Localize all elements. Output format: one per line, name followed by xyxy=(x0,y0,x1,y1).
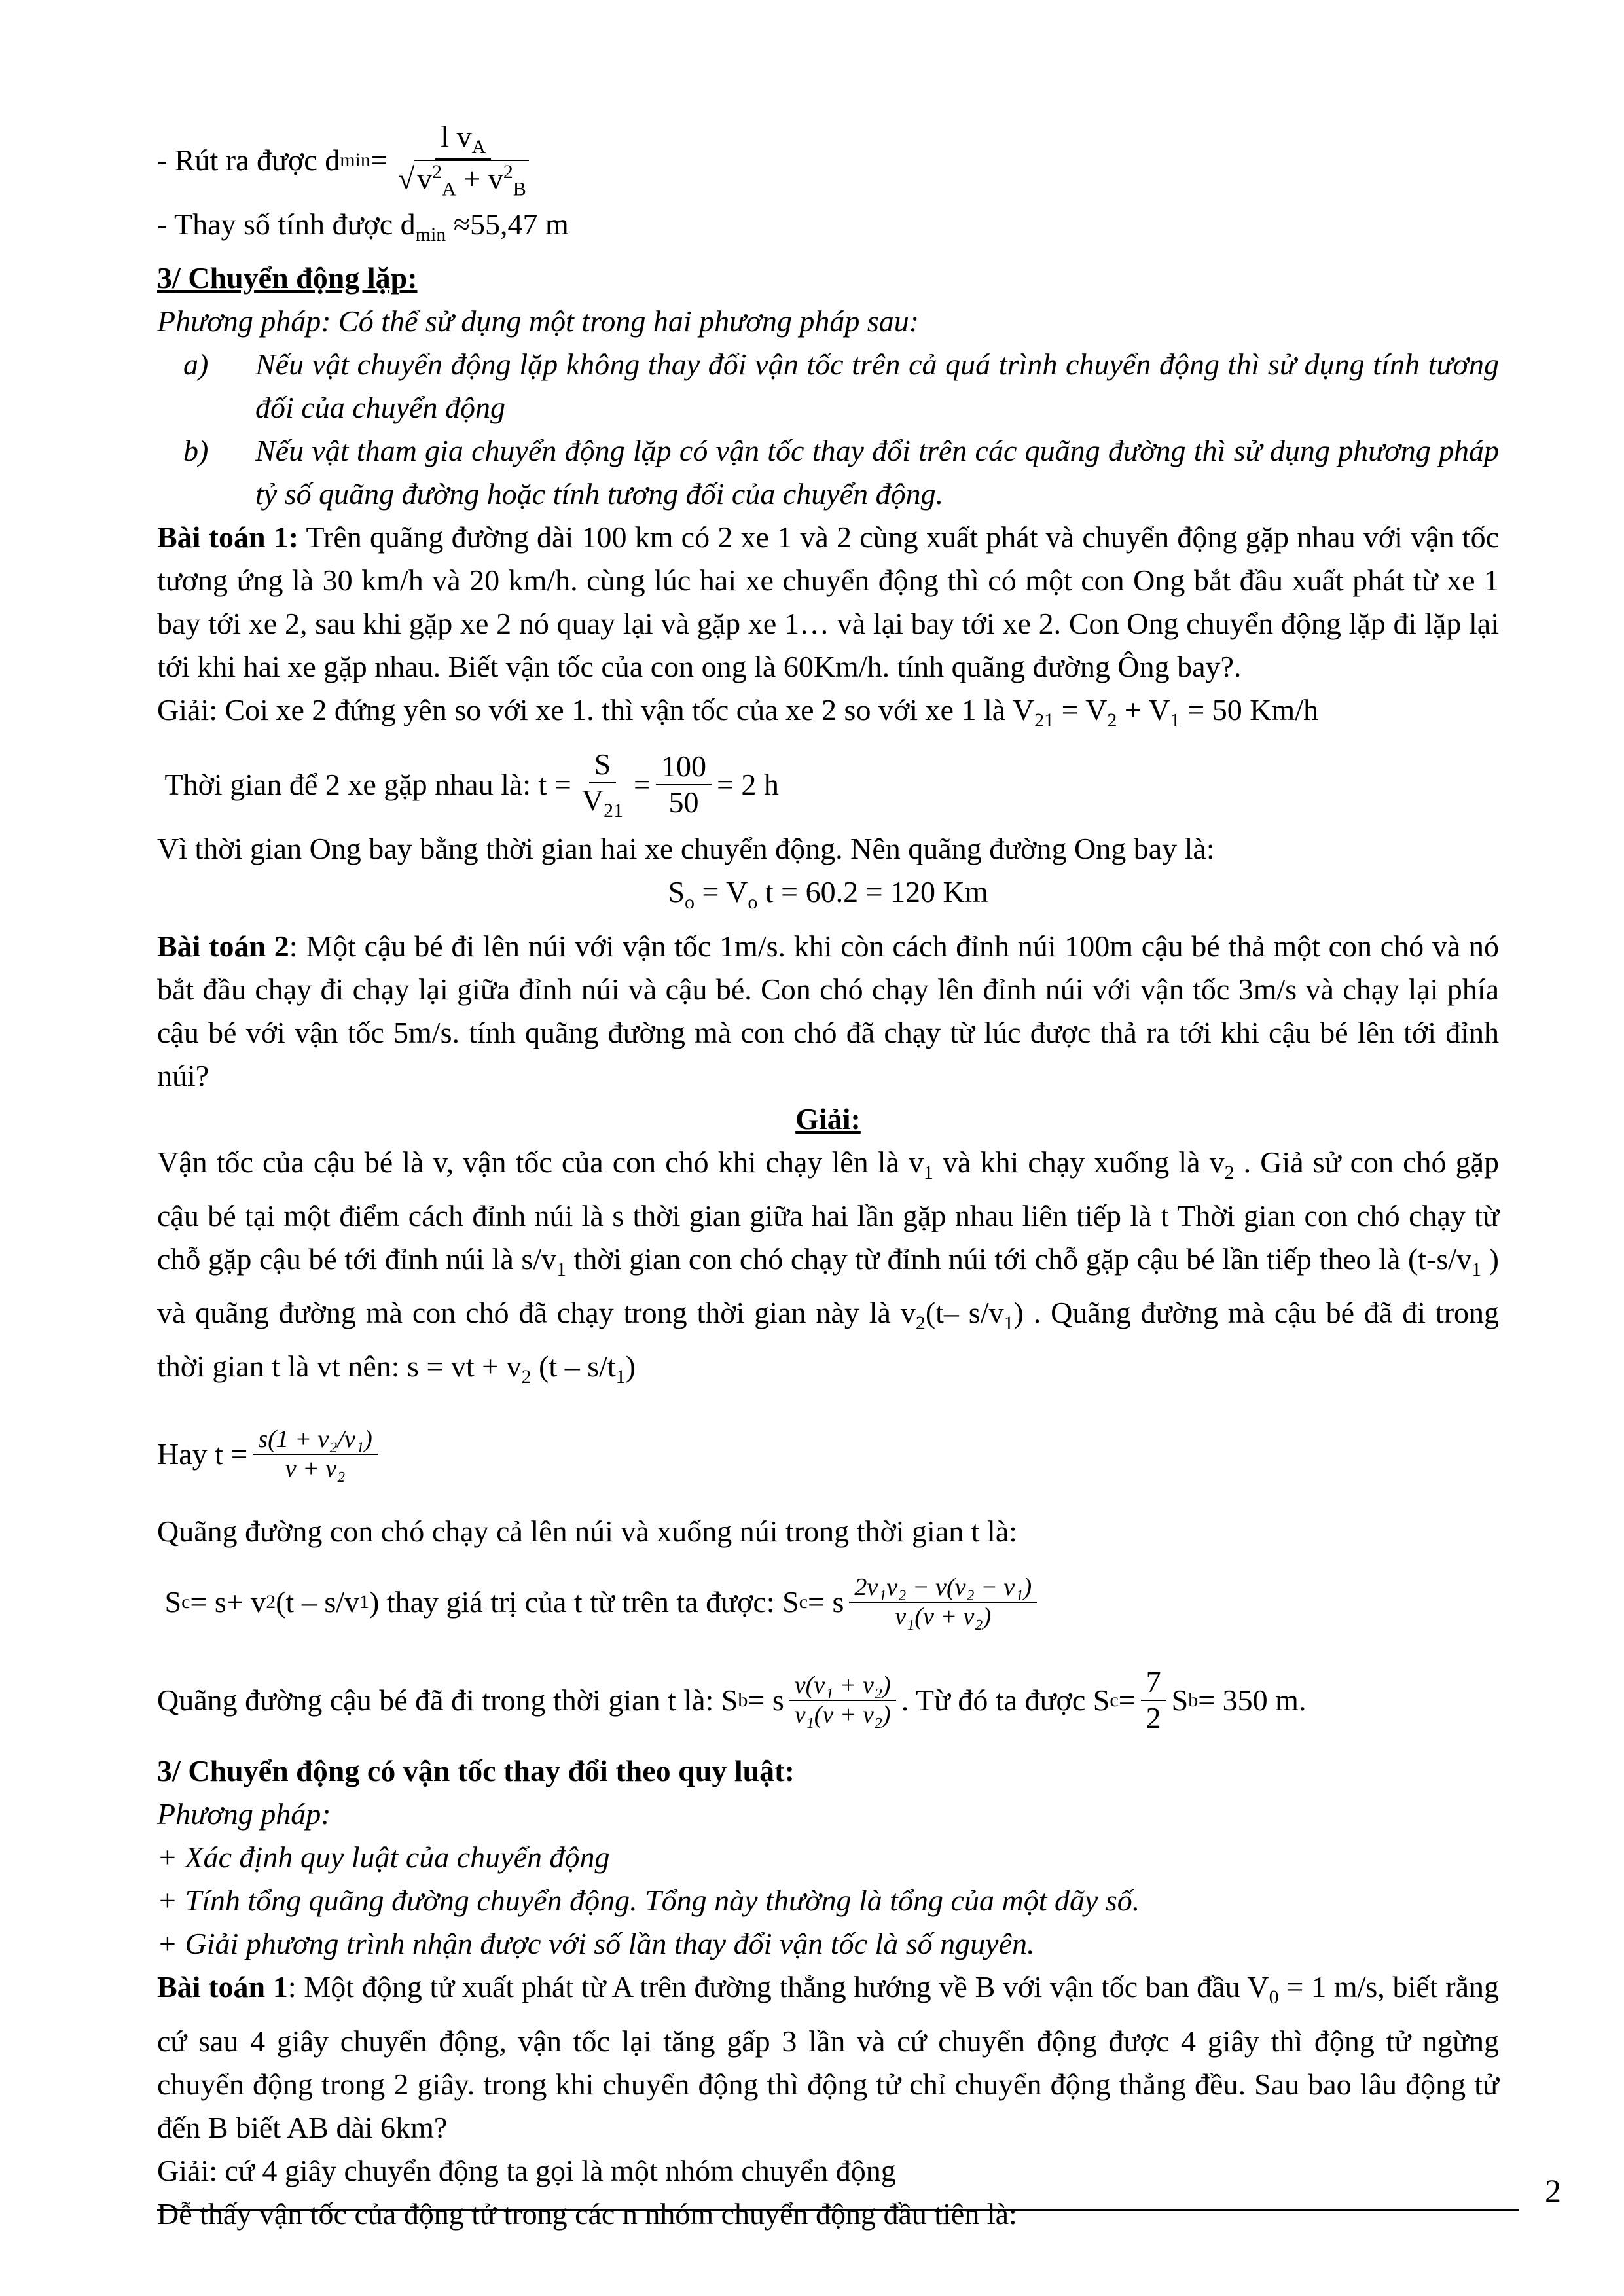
method-quyluat: Phương pháp: xyxy=(157,1797,331,1831)
time-fraction-1: $\frac{S}{V_{21}}$ xyxy=(581,747,624,822)
dmin-prefix: - Rút ra được d xyxy=(157,143,340,177)
sb-fraction: $\frac{\text{v(v₁ + v₂)}}{\text{v₁(v + v₂)}}$ xyxy=(789,1672,896,1730)
problem1-conclusion: Vì thời gian Ong bay bằng thời gian hai xe chuyển động. Nên quãng đường Ong bay là: xyxy=(157,832,1215,866)
time-fraction-2: $\frac{100}{50}$ xyxy=(656,749,712,820)
problem2-sc-intro: Quãng đường con chó chạy cả lên núi và xuống núi trong thời gian t là: xyxy=(157,1515,1018,1549)
method-lap: Phương pháp: Có thể sử dụng một trong hai phương pháp sau: xyxy=(157,304,920,338)
problem1-solution-line: Giải: Coi xe 2 đứng yên so với xe 1. thì vận tốc của xe 2 so với xe 1 là $V_{21} = V_2 + V_1 = 50$ Km/h xyxy=(157,693,1318,732)
problem3-last-line: Dễ thấy vận tốc của động tử trong các n nhóm chuyển động đầu tiên là: xyxy=(157,2197,1017,2231)
sc-fraction: $\frac{\text{2v₁v₂ − v(v₂ − v₁)}}{\text{v₁(v + v₂)}}$ xyxy=(849,1573,1037,1632)
seven-halves-fraction: $\frac{7}{2}$ xyxy=(1141,1665,1166,1736)
problem1-final: $S_o = V_o$ t = 60.2 = 120 Km xyxy=(668,875,988,914)
problem2-sb-formula: Quãng đường cậu bé đã đi trong thời gian t là: S b = s $\frac{\text{v(v₁ + v₂)}}{\text{v₁(v + v₂)}}$ . Từ đó ta được S c = $\frac{7}{2}$ S b = 350 m. xyxy=(157,1665,1307,1735)
hay-fraction: $\frac{\text{s(1 + v₂/v₁)}}{\text{v + v₂}}$ xyxy=(253,1426,377,1484)
problem2-sc-formula: S c = s+ v 2 (t – s/v 1 ) thay giá trị của t từ trên ta được: S c = s $\frac{\text{2v₁v₂ − v(v₂ − v₁)}}{\text{v₁(v + v₂)}}$ xyxy=(157,1553,1499,1651)
problem1-time-line: Thời gian để 2 xe gặp nhau là: t = $\frac{S}{V_{21}}$ = $\frac{100}{50}$ = 2 h xyxy=(164,747,779,822)
dmin-formula-line: - Rút ra được d min = $\frac{l v_A}{√v^2_A + v^2_B}$ xyxy=(157,118,1499,203)
method-item-a: a) Nếu vật chuyển động lặp không thay đổi vận tốc trên cả quá trình chuyển động thì sử dụng tính tương đối của chuyển động xyxy=(183,348,1499,425)
dmin-value-line: - Thay số tính được $d_{min} \approx 55,47$ m xyxy=(157,207,569,246)
problem2-hay-formula: Hay t = $\frac{\text{s(1 + v₂/v₁)}}{\text{v + v₂}}$ xyxy=(157,1399,1499,1510)
method-step-2: + Tính tổng quãng đường chuyển động. Tổng này thường là tổng của một dãy số. xyxy=(157,1884,1140,1918)
page-number: 2 xyxy=(1545,2172,1561,2209)
problem1-statement: Bài toán 1: Trên quãng đường dài 100 km có 2 xe 1 và 2 cùng xuất phát và chuyển động gặp nhau với vận tốc tương ứng là 30 km/h và 20 km/h. cùng lúc hai xe chuyển động thì có một con Ong bắt đầu xuất phát từ xe 1 bay tới xe 2, sau khi gặp xe 2 nó quay lại và gặp xe 1… và lại bay tới xe 2. Con Ong chuyển động lặp đi lặp lại tới khi hai xe gặp nhau. Biết vận tốc của con ong là 60Km/h. tính quãng đường Ông bay?. xyxy=(157,520,1500,684)
problem3-solution-line: Giải: cứ 4 giây chuyển động ta gọi là một nhóm chuyển động xyxy=(157,2153,896,2187)
method-step-1: + Xác định quy luật của chuyển động xyxy=(157,1840,610,1874)
problem2-solution-heading: Giải: xyxy=(795,1102,861,1136)
problem2-solution-paragraph: Vận tốc của cậu bé là v, vận tốc của con chó khi chạy lên là $v_1$ và khi chạy xuống là $v_2$ . Giả sử con chó gặp cậu bé tại một điểm cách đỉnh núi là s thời gian giữa hai lần gặp nhau liên tiếp là t Thời gian con chó chạy từ chỗ gặp cậu bé tới đỉnh núi là $s/v_1$ thời gian con chó chạy từ đỉnh núi tới chỗ gặp cậu bé lần tiếp theo là ($t-s/v_1$ ) và quãng đường mà con chó đã chạy trong thời gian này là $v_2(t-$ $s/v_1$) . Quãng đường mà cậu bé đã đi trong thời gian t là vt nên: s = vt + $v_2$ $(t - s/t_1)$ xyxy=(157,1145,1500,1388)
dmin-fraction: $\frac{l v_A}{√v^2_A + v^2_B}$ xyxy=(393,120,534,202)
footer-divider xyxy=(157,2209,1519,2211)
section-heading-quyluat: 3/ Chuyển động có vận tốc thay đổi theo quy luật: xyxy=(157,1754,795,1788)
problem3-statement: Bài toán 1: Một động tử xuất phát từ A trên đường thẳng hướng về B với vận tốc ban đầu $V_0 = 1$ m/s, biết rằng cứ sau 4 giây chuyển động, vận tốc lại tăng gấp 3 lần và cứ chuyển động được 4 giây thì động tử ngừng chuyển động trong 2 giây. trong khi chuyển động thì động tử chỉ chuyển động thẳng đều. Sau bao lâu động tử đến B biết AB dài 6km? xyxy=(157,1970,1499,2144)
section-heading-lap: 3/ Chuyển động lặp: xyxy=(157,261,418,295)
method-item-b: b) Nếu vật tham gia chuyển động lặp có vận tốc thay đổi trên các quãng đường thì sử dụng phương pháp tỷ số quãng đường hoặc tính tương đối của chuyển động. xyxy=(183,434,1499,511)
document-page xyxy=(157,118,1499,2236)
problem2-statement: Bài toán 2: Một cậu bé đi lên núi với vận tốc 1m/s. khi còn cách đỉnh núi 100m cậu bé thả một con chó và nó bắt đầu chạy đi chạy lại giữa đỉnh núi và cậu bé. Con chó chạy lên đỉnh núi với vận tốc 3m/s và chạy lại phía cậu bé với vận tốc 5m/s. tính quãng đường mà con chó đã chạy từ lúc được thả ra tới khi cậu bé lên tới đỉnh núi? xyxy=(157,929,1499,1092)
method-step-3: + Giải phương trình nhận được với số lần thay đổi vận tốc là số nguyên. xyxy=(157,1927,1035,1961)
